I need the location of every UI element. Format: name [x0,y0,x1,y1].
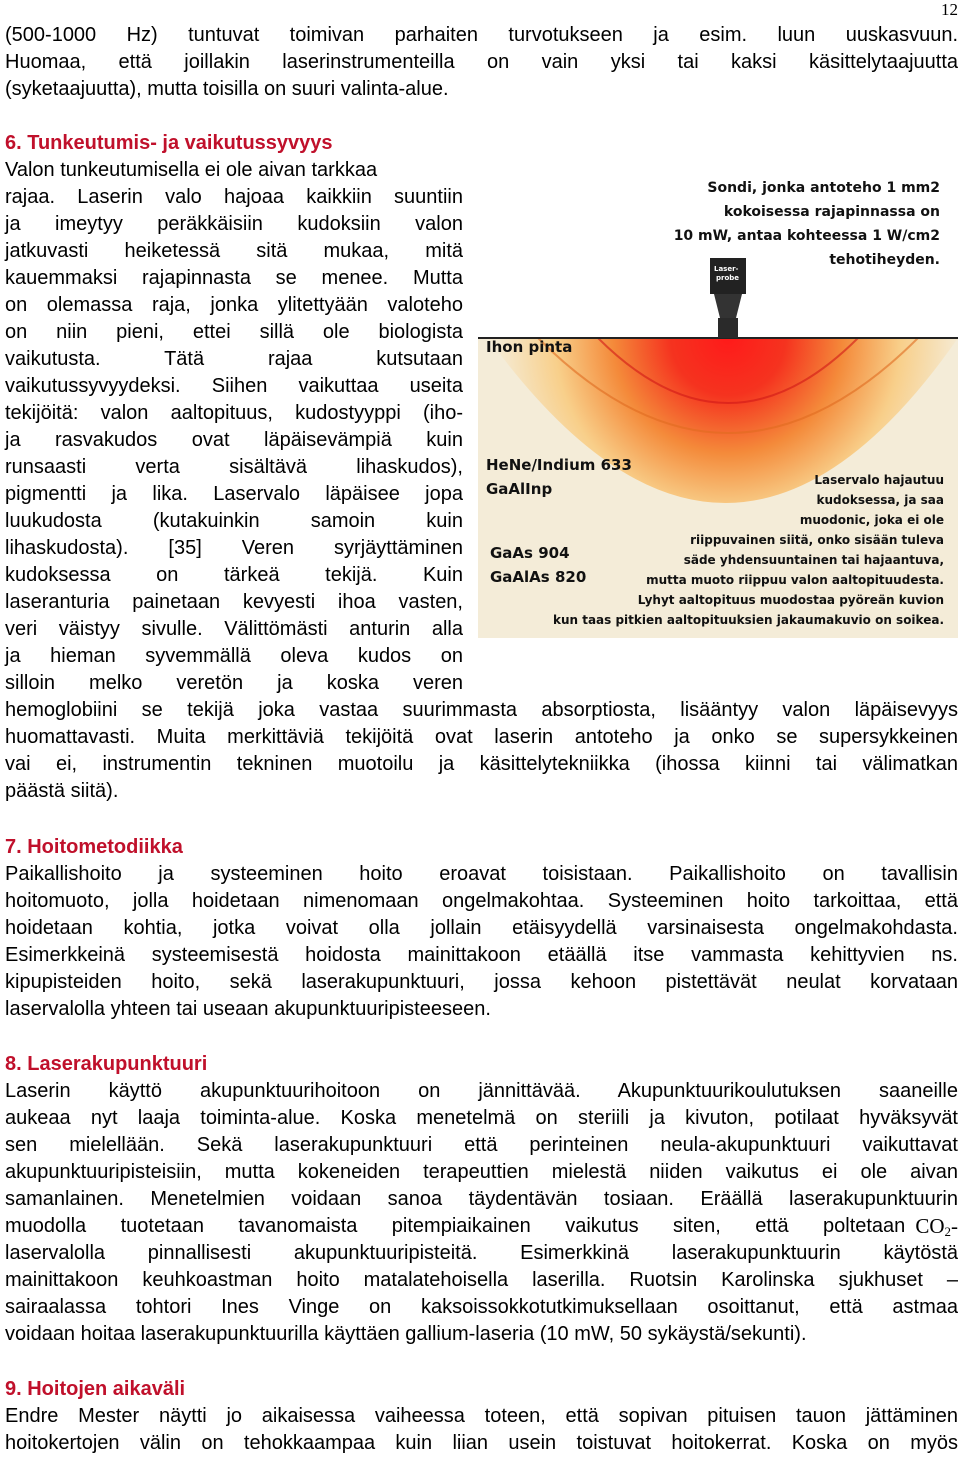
intro-line: (500-1000 Hz) tuntuvat toimivan parhaiten turvotukseen ja esim. luun uuskasvuun. [5,24,958,46]
section-6-line: hemoglobiini se tekijä joka vastaa suurimmasta absorptiosta, lisääntyy valon läpäisevyys [5,699,958,721]
section-6-line: on olemassa raja, jonka ylitettyään valoteho [5,294,463,316]
laser-type: HeNe/Indium 633 [486,456,632,474]
section-6-line: lihaskudosta). [35] Veren syrjäyttäminen [5,537,463,559]
caption-bottom: Laservalo hajautuu [814,473,944,487]
section-8-line: samanlainen. Menetelmien voidaan sanoa täydentävän tosiaan. Eräällä laserakupunktuurin [5,1188,958,1210]
section-6-line: veri väistyy sivulle. Välittömästi anturin alla [5,618,463,640]
section-8-line: sairaalassa tohtori Ines Vinge on kaksoissokkotutkimuksellaan osoittanut, että astmaa [5,1296,958,1318]
co2-main: CO [915,1214,945,1238]
caption-bottom: muodonic, joka ei ole [799,513,944,527]
section-7-line: hoitomuoto, jolla hoidetaan nimenomaan ongelmakohtaa. Systeeminen hoito tarkoittaa, että [5,890,958,912]
section-6-line: huomattavasti. Muita merkittäviä tekijöitä ovat laserin antoteho ja onko se supersykkeinen [5,726,958,748]
section-7-line: hoidetaan kohtia, jotka voivat olla jollain etäisyydellä varsinaisesta ongelmakohdasta. [5,917,958,939]
section-6-line: luukudosta (kutakuinkin samoin kuin [5,510,463,532]
section-8-line: Laserin käyttö akupunktuurihoitoon on jännittävää. Akupunktuurikoulutuksen saaneille [5,1080,958,1102]
section-6-line: tekijöitä: valon aaltopituus, kudostyyppi (iho- [5,402,463,424]
page-number: 12 [941,0,958,19]
caption-bottom: mutta muoto riippuu valon aaltopituudesta. [646,573,944,587]
section-6-line: ja rasvakudos ovat läpäisevämpiä kuin [5,429,463,451]
section-6-line: kudoksessa on tärkeä tekijä. Kuin [5,564,463,586]
co2-sub: 2 [944,1224,951,1239]
section-8-line: mainittakoon keuhkoastman hoito matalatehoisella laserilla. Ruotsin Karolinska sjukhuset – [5,1269,958,1291]
laser-type: GaAlInp [486,480,553,498]
section-6-line: kauemmaksi rajapinnasta se menee. Mutta [5,267,463,289]
section-6-line: vai ei, instrumentin tekninen muotoilu ja käsittelytekniikka (ihossa kiinni tai välimatkan [5,753,958,775]
caption-top: tehotiheyden. [829,252,940,268]
section-8-line: akupunktuuripisteisiin, mutta kokeneiden terapeuttien mielestä niiden vaikutus ei ole aivan [5,1161,958,1183]
section-6-line: vaikutussyvyydeksi. Siihen vaikuttaa useita [5,375,463,397]
intro-line: Huomaa, että joillakin laserinstrumenteilla on vain yksi tai kaksi käsittelytaajuutta [5,51,958,73]
caption-top: Sondi, jonka antoteho 1 mm2 [707,180,940,196]
intro-line: (syketaajuutta), mutta toisilla on suuri valinta-alue. [5,78,449,100]
probe-tip [714,294,742,318]
probe-label: probe [716,274,740,282]
section-8-line: laservalolla pinnallisesti akupunktuuripisteitä. Esimerkkinä laserakupunktuurin käytöstä [5,1242,958,1264]
section-6-line: silloin melko veretön ja koska veren [5,672,463,694]
caption-bottom: kudoksessa, ja saa [816,493,944,507]
section-7-heading: 7. Hoitometodiikka [5,836,183,858]
skin-label: Ihon pinta [486,338,573,356]
co2-line-text: muodolla tuotetaan tavanomaista pitempiaikainen vaikutus siten, että poltetaan [5,1215,906,1237]
section-6-line: laseranturia painetaan kevyesti ihoa vasten, [5,591,463,613]
section-8-line: sen mielellään. Sekä laserakupunktuuri että perinteinen neula-akupunktuuri vaikuttavat [5,1134,958,1156]
section-6-line: Valon tunkeutumisella ei ole aivan tarkkaa [5,159,378,181]
caption-top: 10 mW, antaa kohteessa 1 W/cm2 [673,228,940,244]
caption-bottom: riippuvainen siitä, onko sisään tuleva [690,533,944,547]
caption-top: kokoisessa rajapinnassa on [723,204,940,220]
probe-label: Laser- [714,265,739,273]
section-6-line: vaikutusta. Tätä rajaa kutsutaan [5,348,463,370]
section-9-line: hoitokertojen välin on tehokkaampaa kuin liian usein toistuvat hoitokerrat. Koska on myös [5,1432,958,1454]
co2-suffix: - [951,1214,958,1238]
section-7-line: Esimerkkeinä systeemisestä hoidosta mainittakoon etäällä itse vammasta kehittyvien ns. [5,944,958,966]
section-7-line: Paikallishoito ja systeeminen hoito eroavat toisistaan. Paikallishoito on tavallisin [5,863,958,885]
laser-type: GaAlAs 820 [490,568,587,586]
section-7-line: laservalolla yhteen tai useaan akupunktuuripisteeseen. [5,998,491,1020]
laser-type: GaAs 904 [490,544,570,562]
section-6-line: jatkuvasti heiketessä sitä mukaa, mitä [5,240,463,262]
section-6-line: ja imeytyy peräkkäisiin kudoksiin valon [5,213,463,235]
laser-penetration-figure [478,168,958,658]
section-6-line: päästä siitä). [5,780,119,802]
section-8-line: aukeaa nyt laaja toiminta-alue. Koska menetelmä on steriili ja kivuton, potilaat hyväksyvät [5,1107,958,1129]
caption-bottom: säde yhdensuuntainen tai hajaantuva, [683,553,944,567]
section-6-line: pigmentti ja lika. Laservalo läpäisee jopa [5,483,463,505]
section-6-heading: 6. Tunkeutumis- ja vaikutussyvyys [5,132,333,154]
section-8-line: voidaan hoitaa laserakupunktuurilla käyttäen gallium-laseria (10 mW, 50 sykäystä/sekunti). [5,1323,807,1345]
section-9-heading: 9. Hoitojen aikaväli [5,1378,186,1400]
section-6-line: on niin pieni, ettei sillä ole biologista [5,321,463,343]
section-8-heading: 8. Laserakupunktuuri [5,1053,208,1075]
section-7-line: kipupisteiden hoito, sekä laserakupunktuuri, jossa kehoon pistettävät neulat korvataan [5,971,958,993]
probe-head [718,318,738,338]
caption-bottom: kun taas pitkien aaltopituuksien jakaumakuvio on soikea. [552,613,944,627]
section-6-line: rajaa. Laserin valo hajoaa kaikkiin suuntiin [5,186,463,208]
section-6-line: runsaasti verta sisältävä lihaskudos), [5,456,463,478]
section-6-line: ja hieman syvemmällä oleva kudos on [5,645,463,667]
caption-bottom: Lyhyt aaltopituus muodostaa pyöreän kuvion [637,593,944,607]
laser-diagram [478,168,958,658]
section-9-line: Endre Mester näytti jo aikaisessa vaiheessa toteen, että sopivan pituisen tauon jättäminen [5,1405,958,1427]
